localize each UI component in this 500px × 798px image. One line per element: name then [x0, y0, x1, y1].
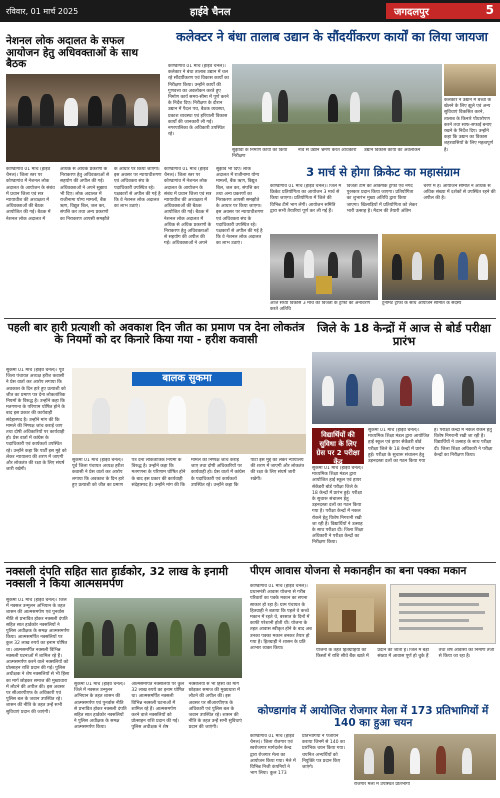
article-3-caption-right: टूर्नामेंट ट्रॉफी के साथ आयोजन समिति के सदस्य: [382, 301, 462, 306]
article-3-headline: 3 मार्च से होगा क्रिकेट का महासंग्राम: [306, 165, 460, 179]
article-7-body: कोण्डागांव 01 मार्च (हाईवे चैनल)। प्रधानमंत्री आवास योजना से गरीब परिवारों का पक्के मकान का सपना साकार हो रहा है। ग्राम पंचायत के हितग्राही ने बताया कि पहले वे कच्चे मकान में रहते थे, बरसात के दिनों में काफी परेशानी होती थी। योजना के तहत आवास स्वीकृत होने के बाद अब उनका पक्का मकान बनकर तैयार हो गया है। हितग्राही ने शासन के प्रति आभार व्यक्त किया।: [250, 584, 312, 652]
article-4-headline: पहली बार हारी प्रत्याशी को अवकाश दिन जीत का प्रमाण पत्र देना लोकतंत्र के नियमों को दर किनारे किया गया - हरीश कवासी: [7, 321, 305, 347]
article-1-photo: [6, 74, 160, 162]
article-2-caption-2: नाव से उद्यान भ्रमण करते अधिकारी: [298, 148, 357, 153]
page-number: 5: [485, 3, 494, 17]
article-2-body: कोण्डागांव 01 मार्च (हाईवे चैनल)। कलेक्टर ने बंधा तालाब उद्यान में चल रहे सौंदर्यीकरण एवं विकास कार्यों का निरीक्षण किया। उन्होंने कार्यों की गुणवत्ता का अवलोकन करते हुए निर्माण कार्य समय-सीमा में पूर्ण करने के निर्देश दिए। निरीक्षण के दौरान उद्यान में पैदल पथ, बैठक व्यवस्था, प्रकाश व्यवस्था एवं हरियाली विकास कार्यों की जानकारी ली गई। नगरपालिका के अधिकारी उपस्थित रहे।: [168, 64, 229, 138]
article-7-right-text: योजना के तहत हितग्राहियों को किस्तों में राशि सीधे बैंक खाते में प्रदान की जाती है। जिले में बड़ी संख्या में आवास पूर्ण हो चुके हैं तथा शेष आवासों का निर्माण तेजी से किया जा रहा है।: [316, 648, 495, 660]
article-8-photo: [354, 734, 496, 780]
article-4-body-cont: सुकमा 01 मार्च (हाईवे चैनल)। पूर्व जिला पंचायत अध्यक्ष हरीश कवासी ने प्रेस वार्ता कर आरोप लगाया कि अवकाश के दिन हारे हुए प्रत्याशी को जीत का प्रमाण पत्र देना लोकतांत्रिक नियमों के विरुद्ध है। उन्होंने कहा कि मतगणना के परिणाम घोषित होने के बाद इस प्रकार की कार्यवाही संदेहास्पद है। उन्होंने मांग की कि मामले की निष्पक्ष जांच कराई जाए तथा दोषी अधिकारियों पर कार्यवाही हो। प्रेस वार्ता में कांग्रेस के पदाधिकारी एवं कार्यकर्ता उपस्थित रहे। उन्होंने कहा कि पार्टी इस मुद्दे को लेकर न्यायालय की शरण में जाएगी और लोकतंत्र की रक्षा के लिए संघर्ष जारी रखेगी।: [72, 458, 305, 488]
article-1-body-cont: कोण्डागांव 01 मार्च (हाईवे चैनल)। जिला स्तर पर कोण्डागांव में नेशनल लोक अदालत के आयोजन के संबंध में प्रधान जिला एवं सत्र न्यायाधीश की अध्यक्षता में अधिवक्ताओं की बैठक आयोजित की गई। बैठक में नेशनल लोक अदालत में अधिक से अधिक प्रकरणों के निराकरण हेतु अधिवक्ताओं से सहयोग की अपील की गई। अधिवक्ताओं ने अपने सुझाव भी दिए। लोक अदालत में राजीनामा योग्य मामलों, बैंक ऋण, विद्युत बिल, जल कर, संपत्ति कर तथा अन्य प्रकरणों का निराकरण आपसी समझौते के आधार पर किया जाएगा। इस अवसर पर न्यायाधीशगण एवं अधिवक्ता संघ के पदाधिकारी उपस्थित रहे। पक्षकारों से अपील की गई है कि वे नेशनल लोक अदालत का लाभ उठाएं।: [164, 167, 264, 247]
article-6-body: सुकमा 01 मार्च (हाईवे चैनल)। जिले में नक्सल उन्मूलन अभियान के तहत शासन की आत्मसमर्पण एवं पुनर्वास नीति से प्रभावित होकर नक्सली दंपति सहित सात हार्डकोर नक्सलियों ने पुलिस अधीक्षक के समक्ष आत्मसमर्पण किया। आत्मसमर्पित नक्सलियों पर कुल 32 लाख रुपये का इनाम घोषित था। आत्मसमर्पित नक्सली विभिन्न नक्सली घटनाओं में शामिल रहे हैं। आत्मसमर्पण करने वाले नक्सलियों को प्रोत्साहन राशि प्रदान की गई। पुलिस अधीक्षक ने शेष नक्सलियों से भी हिंसा का मार्ग छोड़कर समाज की मुख्यधारा में लौटने की अपील की। इस अवसर पर सीआरपीएफ के अधिकारी एवं पुलिस बल के जवान उपस्थित रहे। शासन की नीति के तहत उन्हें सभी सुविधाएं प्रदान की जाएंगी।: [6, 598, 70, 715]
article-2-headline: कलेक्टर ने बंधा तालाब उद्यान के सौंदर्यीकरण कार्यों का लिया जायजा: [176, 29, 488, 44]
paper-name: हाईवे चैनल: [190, 7, 231, 18]
article-3-body: कोण्डागांव 01 मार्च (हाईवे चैनल)। जिले में क्रिकेट प्रतियोगिता का आयोजन 3 मार्च से किया जाएगा। प्रतियोगिता में जिले की विभिन्न टीमें भाग लेंगी। आयोजन समिति द्वारा सभी तैयारियां पूर्ण कर ली गई हैं। विजेता टीम को आकर्षक ट्रॉफी एवं नगद पुरस्कार प्रदान किया जाएगा। प्रतियोगिता का शुभारंभ मुख्य अतिथि द्वारा किया जाएगा। खिलाड़ियों में प्रतियोगिता को लेकर भारी उत्साह है। मैदान की तैयारी अंतिम चरण में है। आयोजन समिति ने अधिक से अधिक संख्या में दर्शकों से उपस्थित रहने की अपील की है।: [270, 184, 496, 214]
article-4-photo: [72, 368, 306, 454]
article-5-headline: जिले के 18 केन्द्रों में आज से बोर्ड परीक्षा प्रारंभ: [317, 321, 491, 348]
article-2-inset-photo: [444, 64, 496, 96]
article-1-headline: नेशनल लोक अदालत के सफल आयोजन हेतु अधिवक्ताओं के साथ बैठक: [6, 35, 139, 71]
article-1-body: कोण्डागांव 01 मार्च (हाईवे चैनल)। जिला स्तर पर कोण्डागांव में नेशनल लोक अदालत के आयोजन के संबंध में प्रधान जिला एवं सत्र न्यायाधीश की अध्यक्षता में अधिवक्ताओं की बैठक आयोजित की गई। बैठक में नेशनल लोक अदालत में अधिक से अधिक प्रकरणों के निराकरण हेतु अधिवक्ताओं से सहयोग की अपील की गई। अधिवक्ताओं ने अपने सुझाव भी दिए। लोक अदालत में राजीनामा योग्य मामलों, बैंक ऋण, विद्युत बिल, जल कर, संपत्ति कर तथा अन्य प्रकरणों का निराकरण आपसी समझौते के आधार पर किया जाएगा। इस अवसर पर न्यायाधीशगण एवं अधिवक्ता संघ के पदाधिकारी उपस्थित रहे। पक्षकारों से अपील की गई है कि वे नेशनल लोक अदालत का लाभ उठाएं।: [6, 167, 162, 222]
article-6-body-cont: सुकमा 01 मार्च (हाईवे चैनल)। जिले में नक्सल उन्मूलन अभियान के तहत शासन की आत्मसमर्पण एवं पुनर्वास नीति से प्रभावित होकर नक्सली दंपति सहित सात हार्डकोर नक्सलियों ने पुलिस अधीक्षक के समक्ष आत्मसमर्पण किया। आत्मसमर्पित नक्सलियों पर कुल 32 लाख रुपये का इनाम घोषित था। आत्मसमर्पित नक्सली विभिन्न नक्सली घटनाओं में शामिल रहे हैं। आत्मसमर्पण करने वाले नक्सलियों को प्रोत्साहन राशि प्रदान की गई। पुलिस अधीक्षक ने शेष नक्सलियों से भी हिंसा का मार्ग छोड़कर समाज की मुख्यधारा में लौटने की अपील की। इस अवसर पर सीआरपीएफ के अधिकारी एवं पुलिस बल के जवान उपस्थित रहे। शासन की नीति के तहत उन्हें सभी सुविधाएं प्रदान की जाएंगी।: [74, 682, 242, 731]
edition-city: जगदलपुर: [394, 7, 429, 18]
article-2-caption-1: सुझावों के निर्माण कार्यों का किया निरीक्षण: [232, 148, 288, 159]
divider: [4, 318, 496, 319]
article-7-photo-document: [390, 584, 496, 644]
article-2-right-text: कलेक्टर ने उद्यान में बच्चों के खेलने के लिए झूले एवं अन्य सुविधाएं विकसित करने, तालाब के किनारे पौधारोपण करने तथा साफ-सफाई बनाए रखने के निर्देश दिए। उन्होंने कहा कि उद्यान का विकास शहरवासियों के लिए महत्वपूर्ण है।: [444, 98, 493, 153]
article-8-body: कोण्डागांव 01 मार्च (हाईवे चैनल)। जिला रोजगार एवं स्वरोजगार मार्गदर्शन केन्द्र द्वारा रोजगार मेला का आयोजन किया गया। मेले में विभिन्न निजी कंपनियों ने भाग लिया। कुल 173 प्रतिभागियों ने पंजीयन कराया जिनमें से 140 का प्रारंभिक चयन किया गया। चयनित अभ्यर्थियों को नियुक्ति पत्र प्रदान किए जाएंगे।: [250, 734, 345, 777]
article-7-headline: पीएम आवास योजना से मकानहीन का बना पक्का मकान: [250, 565, 467, 577]
article-3-photo-left: [270, 234, 378, 300]
article-3-caption-left: आज संध्या विकसि 3 मार्च का विजेता के ट्रॉफी का अनावरण करते अतिथि: [270, 301, 370, 312]
article-2-photo: [232, 64, 442, 146]
article-8-headline: कोण्डागांव में आयोजित रोजगार मेला में 173 प्रतिभागियों में 140 का हुआ चयन: [257, 705, 489, 729]
article-3-photo-right: [382, 234, 496, 300]
article-6-photo: [74, 598, 242, 678]
edition-box: [386, 3, 500, 19]
issue-date: रविवार, 01 मार्च 2025: [6, 7, 79, 16]
article-2-caption-3: उद्यान विकास कार्यों का अवलोकन: [364, 148, 421, 153]
article-5-body-cont: सुकमा 01 मार्च (हाईवे चैनल)। माध्यमिक शिक्षा मंडल द्वारा आयोजित हाई स्कूल एवं हायर सेकेंडरी बोर्ड परीक्षा जिले के 18 केन्द्रों में प्रारंभ हुई। परीक्षा के सुचारू संचालन हेतु उड़नदस्ता दलों का गठन किया गया है। परीक्षा केन्द्रों में नकल रोकने हेतु विशेष निगरानी रखी जा रही है। विद्यार्थियों ने उत्साह के साथ परीक्षा दी। जिला शिक्षा अधिकारी ने परीक्षा केन्द्रों का निरीक्षण किया।: [368, 428, 493, 465]
article-5-highlight-box: विद्यार्थियों की सुविधा के लिए ग्रेस पर 2 परीक्षा केंद्र: [312, 428, 364, 464]
article-4-body: सुकमा 01 मार्च (हाईवे चैनल)। पूर्व जिला पंचायत अध्यक्ष हरीश कवासी ने प्रेस वार्ता कर आरोप लगाया कि अवकाश के दिन हारे हुए प्रत्याशी को जीत का प्रमाण पत्र देना लोकतांत्रिक नियमों के विरुद्ध है। उन्होंने कहा कि मतगणना के परिणाम घोषित होने के बाद इस प्रकार की कार्यवाही संदेहास्पद है। उन्होंने मांग की कि मामले की निष्पक्ष जांच कराई जाए तथा दोषी अधिकारियों पर कार्यवाही हो। प्रेस वार्ता में कांग्रेस के पदाधिकारी एवं कार्यकर्ता उपस्थित रहे। उन्होंने कहा कि पार्टी इस मुद्दे को लेकर न्यायालय की शरण में जाएगी और लोकतंत्र की रक्षा के लिए संघर्ष जारी रखेगी।: [6, 368, 67, 473]
divider: [4, 562, 496, 563]
article-8-caption: रोजगार मेला में उपस्थित प्रतिभागी: [354, 782, 410, 787]
article-7-photo-house: [316, 584, 386, 644]
article-6-headline: नक्सली दंपति सहित सात हार्डकोर, 32 लाख के इनामी नक्सली ने किया आत्मसमर्पण: [6, 565, 228, 591]
masthead: [0, 0, 500, 22]
article-5-body: सुकमा 01 मार्च (हाईवे चैनल)। माध्यमिक शिक्षा मंडल द्वारा आयोजित हाई स्कूल एवं हायर सेकेंडरी बोर्ड परीक्षा जिले के 18 केन्द्रों में प्रारंभ हुई। परीक्षा के सुचारू संचालन हेतु उड़नदस्ता दलों का गठन किया गया है। परीक्षा केन्द्रों में नकल रोकने हेतु विशेष निगरानी रखी जा रही है। विद्यार्थियों ने उत्साह के साथ परीक्षा दी। जिला शिक्षा अधिकारी ने परीक्षा केन्द्रों का निरीक्षण किया।: [312, 466, 364, 546]
article-5-photo: [312, 352, 496, 424]
article-4-banner: बालक सुकमा: [132, 372, 242, 386]
